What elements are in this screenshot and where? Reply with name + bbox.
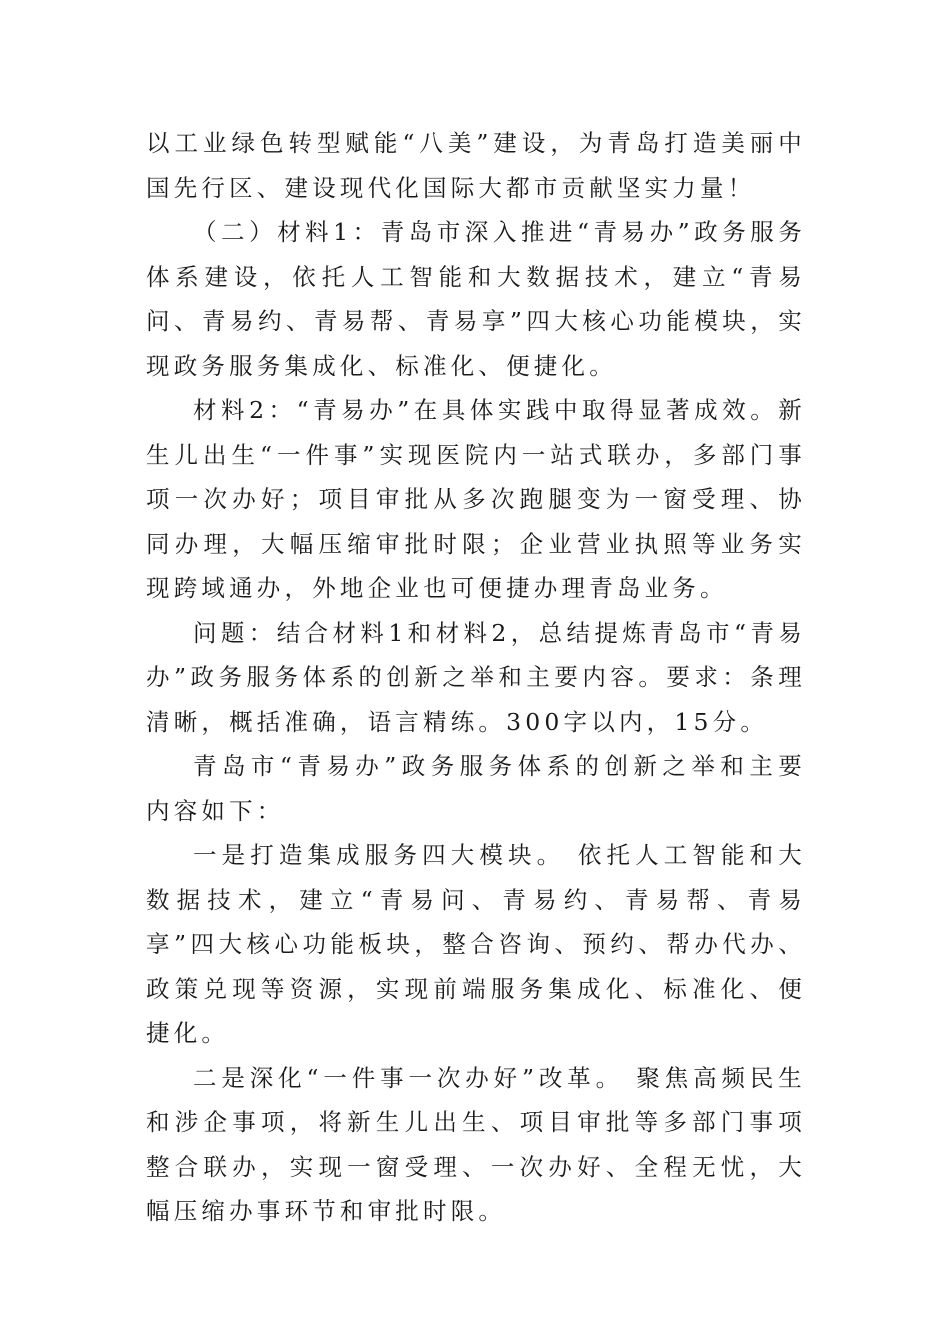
paragraph-point-1: 一是打造集成服务四大模块。 依托人工智能和大数据技术，建立“青易问、青易约、青易帮、青易享”四大核心功能板块，整合咨询、预约、帮办代办、政策兑现等资源，实现前端服务集成化、标准化、便捷化。 [146,841,806,1047]
document-body [146,121,806,1234]
paragraph-answer-intro: 青岛市“青易办”政务服务体系的创新之举和主要内容如下： [146,752,806,825]
paragraph-point-2: 二是深化“一件事一次办好”改革。 聚焦高频民生和涉企事项，将新生儿出生、项目审批等多部门事项整合联办，实现一窗受理、一次办好、全程无忧，大幅压缩办事环节和审批时限。 [146,1063,806,1225]
paragraph-material-2: 材料2：“青易办”在具体实践中取得显著成效。新生儿出生“一件事”实现医院内一站式联办，多部门事项一次办好；项目审批从多次跑腿变为一窗受理、协同办理，大幅压缩审批时限；企业营业执照等业务实现跨域通办，外地企业也可便捷办理青岛业务。 [146,396,806,602]
paragraph-continuation: 以工业绿色转型赋能“八美”建设，为青岛打造美丽中国先行区、建设现代化国际大都市贡献坚实力量！ [146,129,806,202]
paragraph-material-1: （二）材料1：青岛市深入推进“青易办”政务服务体系建设，依托人工智能和大数据技术，建立“青易问、青易约、青易帮、青易享”四大核心功能模块，实现政务服务集成化、标准化、便捷化。 [146,218,806,380]
paragraph-question: 问题：结合材料1和材料2，总结提炼青岛市“青易办”政务服务体系的创新之举和主要内容。要求：条理清晰，概括准确，语言精练。300字以内，15分。 [146,618,806,736]
